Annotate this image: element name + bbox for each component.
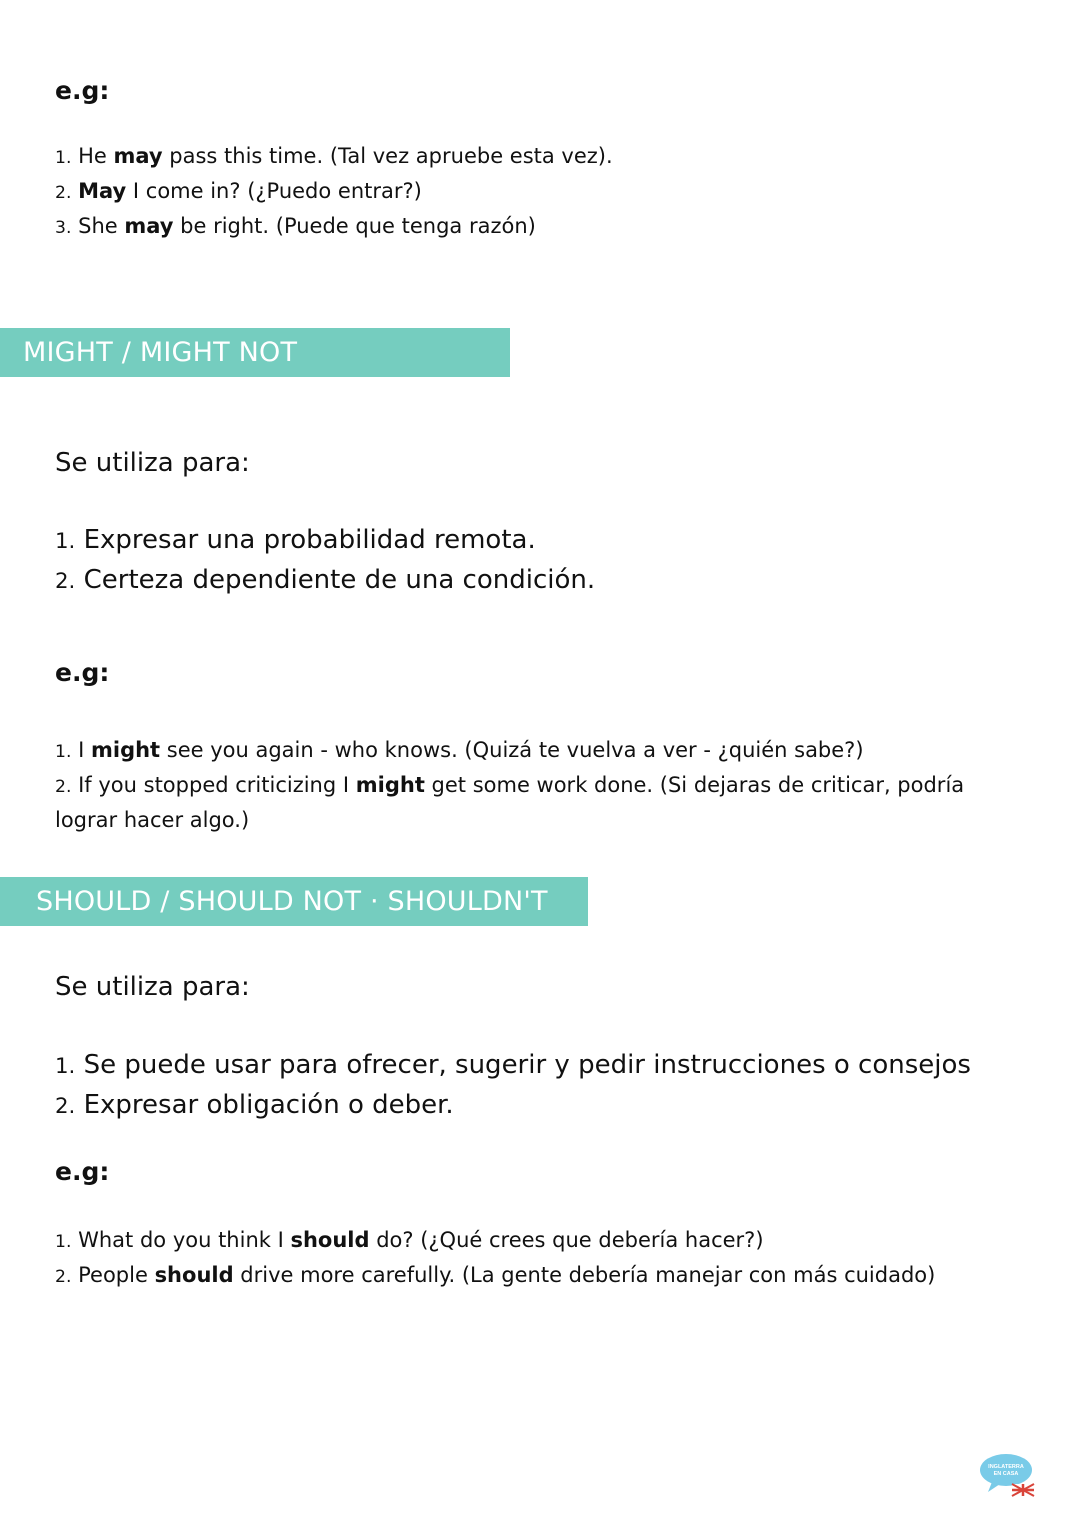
logo-line-2: EN CASA	[993, 1471, 1019, 1477]
should-eg-label: e.g:	[55, 1157, 110, 1186]
should-section-heading: SHOULD / SHOULD NOT · SHOULDN'T	[36, 886, 548, 917]
list-item: 2. Certeza dependiente de una condición.	[55, 565, 596, 595]
might-uses-list	[55, 521, 1045, 601]
may-eg-label: e.g:	[55, 76, 110, 105]
should-section-banner	[0, 877, 588, 926]
list-item: 2. May I come in? (¿Puedo entrar?)	[55, 179, 422, 203]
list-item: 3. She may be right. (Puede que tenga razón)	[55, 214, 536, 238]
should-intro: Se utiliza para:	[55, 972, 250, 1002]
list-item: 1. What do you think I should do? (¿Qué crees que debería hacer?)	[55, 1228, 764, 1252]
might-section-heading: MIGHT / MIGHT NOT	[23, 337, 298, 368]
might-section-banner	[0, 328, 510, 377]
might-eg-label: e.g:	[55, 658, 110, 687]
might-intro: Se utiliza para:	[55, 448, 250, 478]
list-item: 2. Expresar obligación o deber.	[55, 1090, 454, 1120]
list-item: 1. Se puede usar para ofrecer, sugerir y pedir instrucciones o consejos	[55, 1050, 971, 1080]
might-examples-list	[55, 734, 1015, 837]
list-item: 1. Expresar una probabilidad remota.	[55, 525, 536, 555]
uk-flag-icon	[1012, 1484, 1034, 1496]
list-item: 1. He may pass this time. (Tal vez apruebe esta vez).	[55, 144, 613, 168]
logo-line-1: INGLATERRA	[988, 1464, 1024, 1470]
list-item: 2. People should drive more carefully. (La gente debería manejar con más cuidado)	[55, 1263, 936, 1287]
list-item: 1. I might see you again - who knows. (Quizá te vuelva a ver - ¿quién sabe?)	[55, 738, 864, 762]
brand-logo-icon	[978, 1452, 1040, 1498]
list-item: 2. If you stopped criticizing I might get some work done. (Si dejaras de criticar, podría lograr hacer algo.)	[55, 773, 965, 832]
should-uses-list	[55, 1046, 1045, 1126]
should-examples-list	[55, 1224, 1015, 1294]
may-examples-list	[55, 140, 1015, 245]
